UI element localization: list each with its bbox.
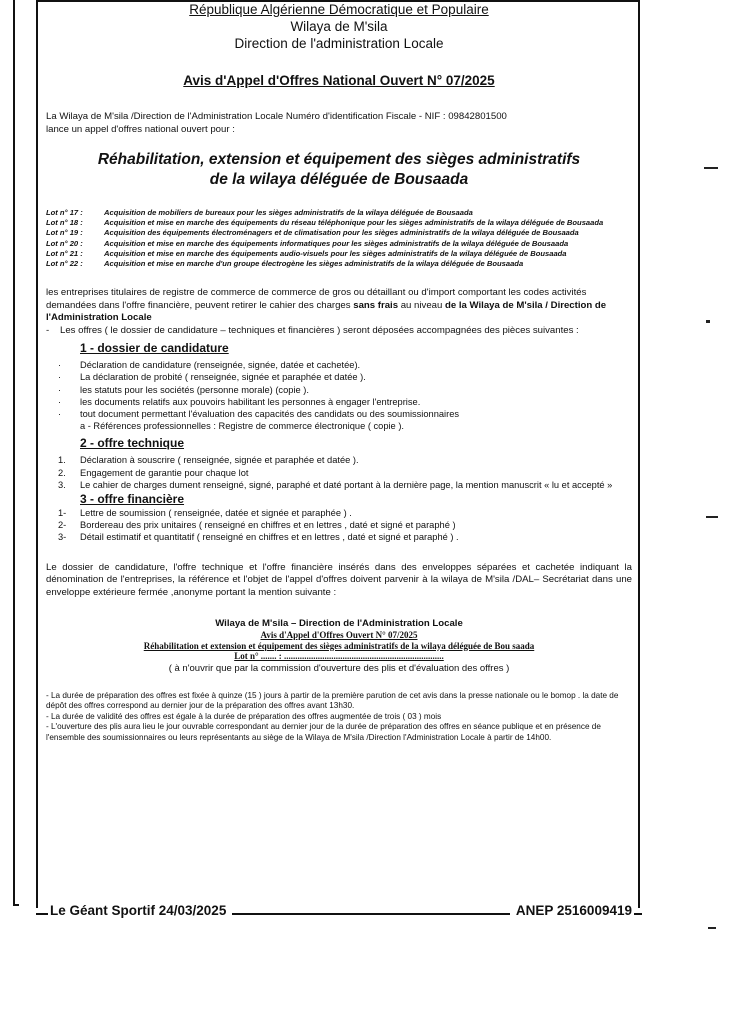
- lot-item: [46, 228, 632, 238]
- list-item: [58, 507, 632, 519]
- envelope-line-warning: ( à n'ouvrir que par la commission d'ouverture des plis et d'évaluation des offres ): [168, 662, 510, 674]
- list-item-text: Déclaration de candidature (renseignée, signée, datée et cachetée).: [80, 360, 361, 371]
- anep-reference: ANEP 2516009419: [515, 902, 632, 918]
- section-title-technique: 2 - offre technique: [80, 436, 185, 451]
- lot-label: Lot n° 21 :: [46, 248, 83, 258]
- scan-speck: [706, 320, 710, 323]
- list-item-text: Le cahier de charges dument renseigné, signé, paraphé et daté portant à la dernière page, la mention manuscrit « lu et accepté »: [80, 479, 613, 490]
- envelope-line-project: Réhabilitation et extension et équipement des sièges administratifs de la wilaya déléguée de Bou saada: [143, 640, 535, 651]
- project-title-line-1: Réhabilitation, extension et équipement des sièges administratifs: [97, 151, 581, 168]
- list-item-text: Engagement de garantie pour chaque lot: [80, 467, 249, 478]
- list-item: [58, 454, 632, 466]
- wilaya-heading: Wilaya de M'sila: [290, 19, 388, 34]
- footer-rule-left: [36, 913, 48, 915]
- list-item-text: Lettre de soumission ( renseignée, datée et signée et paraphée ) .: [80, 508, 352, 519]
- list-item-text: La déclaration de probité ( renseignée, signée et paraphée et datée ).: [80, 372, 366, 383]
- condition-validity: - La durée de validité des offres est égale à la durée de préparation des offres augmentée de trois ( 03 ) mois: [46, 711, 442, 721]
- lot-label: Lot n° 19 :: [46, 228, 83, 238]
- condition-preparation: - La durée de préparation des offres est fixée à quinze (15 ) jours à partir de la première parution de cet avis dans la presse nationale ou le bomop . la date de dépôt des offres correspond au dernier jour de la préparation des offres avant 13h30.: [46, 690, 619, 711]
- lot-text: Acquisition et mise en marche d'un groupe électrogène les sièges administratifs de la wilaya déléguée de Bousaada: [104, 259, 524, 269]
- scan-speck: [708, 927, 716, 929]
- bullet-icon: ·: [58, 372, 62, 383]
- technique-list: [58, 454, 632, 491]
- list-number: 2-: [58, 520, 67, 531]
- lot-text: Acquisition des équipements électroménagers et de climatisation pour les sièges administratifs de la wilaya déléguée de Bousaada: [104, 228, 579, 238]
- list-item-text: Déclaration à souscrire ( renseignée, signée et paraphée et datée ).: [80, 455, 359, 466]
- eligibility-paragraph: [46, 287, 632, 325]
- bullet-marker: -: [46, 324, 50, 336]
- envelope-line-lot: Lot n° ....... : .......................................................................: [234, 651, 444, 662]
- list-number: 1.: [58, 455, 66, 466]
- republic-heading: République Algérienne Démocratique et Populaire: [189, 2, 489, 17]
- lot-label: Lot n° 17 :: [46, 208, 83, 217]
- lot-label: Lot n° 22 :: [46, 259, 83, 269]
- outer-margin-tick: [13, 904, 19, 906]
- list-number: 3-: [58, 532, 67, 543]
- intro-line-2: lance un appel d'offres national ouvert pour :: [46, 123, 235, 135]
- publication-source: Le Géant Sportif 24/03/2025: [50, 902, 227, 918]
- project-title-line-2: de la wilaya déléguée de Bousaada: [209, 171, 469, 188]
- list-item-text: les documents relatifs aux pouvoirs habilitant les personnes à engager l'entreprise.: [80, 396, 421, 407]
- offers-intro-text: Les offres ( le dossier de candidature – techniques et financières ) seront déposées accompagnées des pièces suivantes :: [60, 324, 579, 336]
- lot-label: Lot n° 20 :: [46, 238, 83, 248]
- eligibility-free-emphasis: sans frais: [353, 299, 399, 311]
- list-number: 1-: [58, 508, 67, 519]
- list-number: 3.: [58, 479, 66, 490]
- list-item-text: tout document permettant l'évaluation des capacités des candidats ou des soumissionnaires: [80, 409, 460, 420]
- footer-rule-right: [634, 913, 642, 915]
- project-title: [46, 150, 632, 190]
- outer-margin-line: [13, 0, 15, 906]
- bullet-icon: ·: [58, 360, 62, 371]
- list-number: 2.: [58, 467, 66, 478]
- lot-text: Acquisition de mobiliers de bureaux pour les sièges administratifs de la wilaya déléguée de Bousaada: [104, 208, 473, 217]
- scan-speck: [704, 167, 718, 169]
- list-item: [58, 519, 632, 531]
- conditions-block: [46, 691, 632, 744]
- intro-line-1: La Wilaya de M'sila /Direction de l'Administration Locale Numéro d'identification Fiscale - NIF : 09842801500: [46, 111, 507, 122]
- offers-intro: [46, 325, 632, 338]
- bullet-icon: ·: [58, 384, 62, 395]
- list-item: [58, 408, 632, 420]
- eligibility-text-2: au niveau: [398, 299, 445, 311]
- list-item-text: les statuts pour les sociétés (personne morale) (copie ).: [80, 384, 309, 395]
- lot-item: [46, 249, 632, 259]
- list-item: [58, 371, 632, 383]
- envelope-line-addressee: Wilaya de M'sila – Direction de l'Administration Locale: [215, 618, 463, 630]
- lot-item: [46, 218, 632, 228]
- list-item: [58, 467, 632, 479]
- lot-item: [46, 239, 632, 249]
- eligibility-location-emphasis: de la Wilaya de M'sila / Direction de l'Administration Locale: [46, 299, 607, 324]
- list-item-text: Détail estimatif et quantitatif ( renseigné en chiffres et en lettres , daté et signé et paraphé ) .: [80, 532, 459, 543]
- list-item: [58, 359, 632, 371]
- notice-content: [46, 0, 632, 744]
- direction-heading: Direction de l'administration Locale: [234, 36, 444, 51]
- list-item-text: Bordereau des prix unitaires ( renseigné en chiffres et en lettres , daté et signé et paraphé ): [80, 520, 456, 531]
- eligibility-text: les entreprises titulaires de registre de commerce de commerce de gros ou détaillant ou d'import comportant les codes activités demandées dans l'offre financière, peuvent retirer le cahier des charges: [46, 287, 587, 311]
- lot-text: Acquisition et mise en marche des équipements informatiques pour les sièges administratifs de la wilaya déléguée de Bousaada: [104, 238, 569, 248]
- intro-paragraph: [46, 111, 632, 136]
- financiere-list: [58, 507, 632, 544]
- envelope-mention: [46, 618, 632, 675]
- submission-paragraph: Le dossier de candidature, l'offre technique et l'offre financière insérés dans des enveloppes séparées et cachetée indiquant la dénomination de l'entreprises, la référence et l'objet de l'appel d'offres doivent parvenir à la wilaya de M'sila /DAL– Secrétariat dans une enveloppe extérieure fermée ,anonyme portant la mention suivante :: [46, 561, 632, 599]
- list-item: [58, 384, 632, 396]
- section-title-candidature: 1 - dossier de candidature: [80, 341, 229, 356]
- notice-title: Avis d'Appel d'Offres National Ouvert N° 07/2025: [183, 73, 495, 88]
- bullet-icon: ·: [58, 409, 62, 420]
- condition-opening: - L'ouverture des plis aura lieu le jour ouvrable correspondant au dernier jour de la durée de préparation des offres en séance publique et en présence de l'ensemble des soumissionnaires ou leurs représentants au siège de la Wilaya de M'sila /Direction l'Administration Locale à partir de 14h00.: [46, 722, 601, 742]
- bullet-icon: ·: [58, 396, 62, 407]
- lot-item: [46, 259, 632, 269]
- section-title-financiere: 3 - offre financière: [80, 492, 185, 507]
- scan-speck: [706, 516, 718, 518]
- lot-text: Acquisition et mise en marche des équipements audio-visuels pour les sièges administratifs de la wilaya déléguée de Bousaada: [104, 248, 567, 258]
- lot-text: Acquisition et mise en marche des équipements du réseau téléphonique pour les sièges administratifs de la wilaya déléguée de Bousaada: [104, 218, 604, 228]
- lot-label: Lot n° 18 :: [46, 218, 83, 228]
- lots-list: [46, 208, 632, 269]
- envelope-line-notice: Avis d'Appel d'Offres Ouvert N° 07/2025: [260, 630, 418, 641]
- lot-item: [46, 208, 632, 218]
- list-sub-item: a - Références professionnelles : Registre de commerce électronique ( copie ).: [80, 421, 404, 432]
- list-item: [58, 396, 632, 408]
- list-item: [58, 531, 632, 543]
- list-item: [58, 479, 632, 491]
- candidature-list: [58, 359, 632, 432]
- footer-rule-middle: [232, 913, 510, 915]
- footer-bar: [36, 900, 642, 920]
